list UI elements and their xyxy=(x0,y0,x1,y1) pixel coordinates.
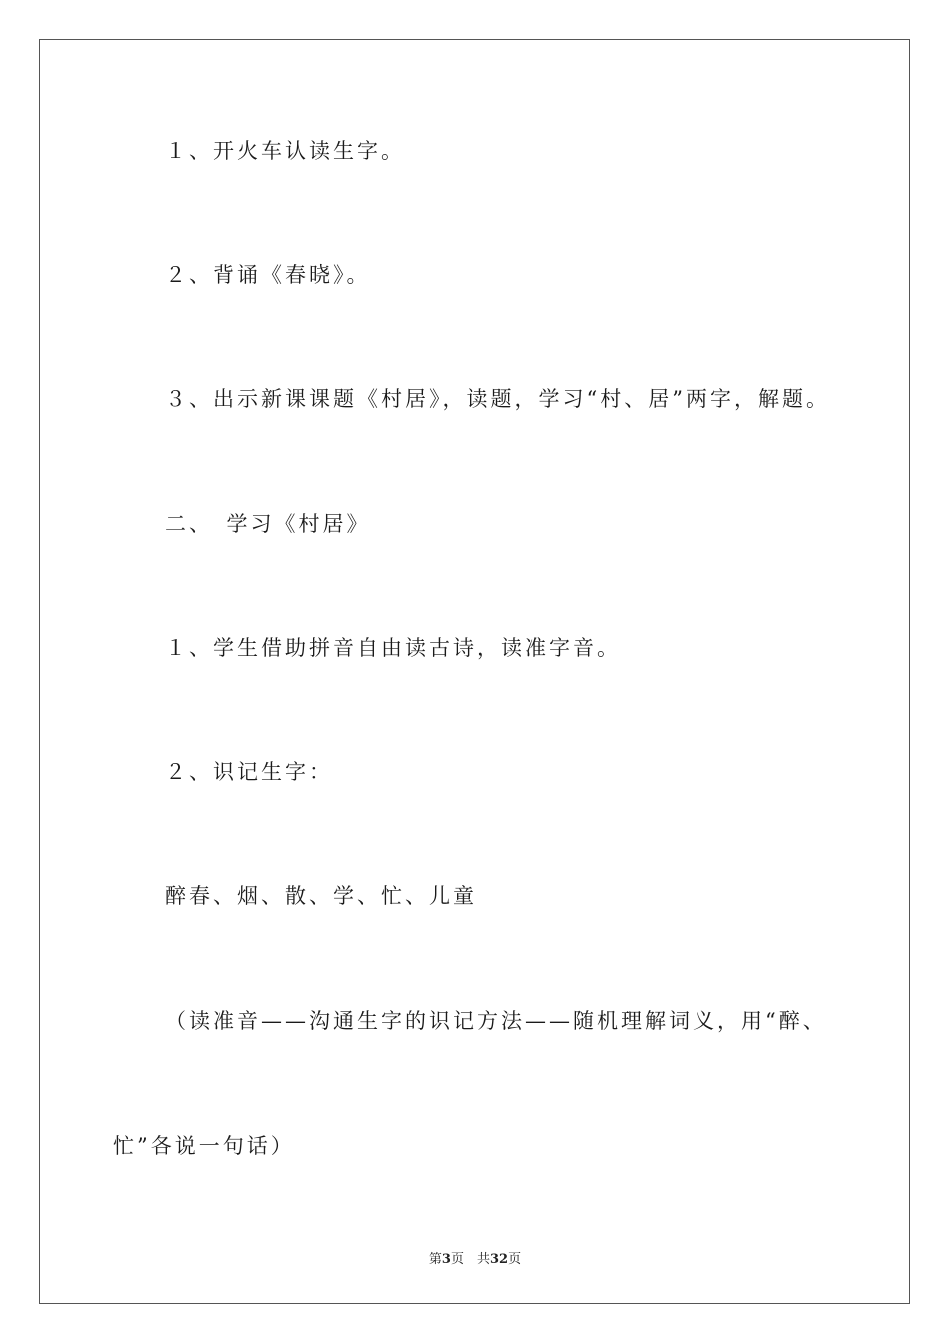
text-line-3: ３、出示新课课题《村居》，读题，学习“村、居”两字，解题。 xyxy=(165,387,830,411)
footer-middle: 页 共 xyxy=(450,1252,490,1267)
text-line-6: ２、识记生字： xyxy=(165,760,333,784)
text-line-9: 忙”各说一句话） xyxy=(113,1134,295,1158)
text-line-2: ２、背诵《春晓》。 xyxy=(165,263,371,287)
footer-suffix: 页 xyxy=(508,1252,522,1267)
footer-current-page: 3 xyxy=(441,1252,451,1267)
page-footer xyxy=(0,1248,950,1267)
text-line-5: １、学生借助拼音自由读古诗，读准字音。 xyxy=(165,636,621,660)
text-line-1: １、开火车认读生字。 xyxy=(165,139,405,163)
footer-prefix: 第 xyxy=(428,1252,442,1267)
page-border xyxy=(39,39,910,1304)
text-line-7: 醉春、烟、散、学、忙、儿童 xyxy=(165,884,477,908)
footer-total-pages: 32 xyxy=(489,1252,509,1267)
text-line-8: （读准音——沟通生字的识记方法——随机理解词义，用“醉、 xyxy=(165,1009,827,1033)
section-heading: 二、 学习《村居》 xyxy=(165,512,371,536)
